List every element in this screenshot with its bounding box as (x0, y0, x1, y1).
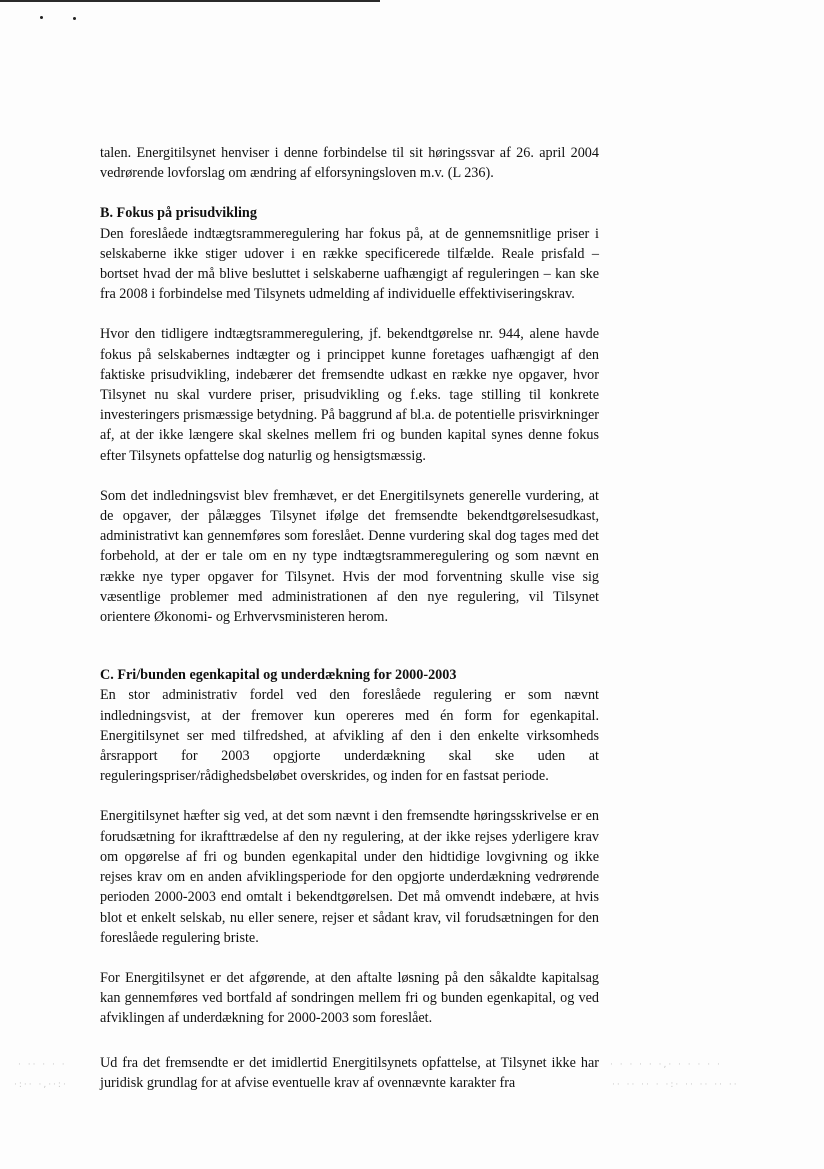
section-c-paragraph-4: Ud fra det fremsendte er det imidlertid Energitilsynets opfattelse, at Tilsynet ikke har juridisk grundlag for at afvise eventuelle krav af ovennævnte karakter fra (100, 1055, 599, 1092)
section-c-paragraph-2: Energitilsynet hæfter sig ved, at det som nævnt i den fremsendte høringsskrivelse er en forudsætning for ikrafttrædelse af den ny regulering, at der ikke rejses yderligere krav om opgørelse af fri og bunden egenkapital under den hidtidige lovgivning og ikke rejses krav om en anden afviklingsperiode for den opgjorte underdækning vedrørende perioden 2000-2003 end omtalt i bekendtgørelsen. Det må omvendt indebære, at hvis blot et enkelt selskab, nu eller senere, rejser et sådant krav, vil forudsætningen for den foreslåede regulering briste. (100, 808, 599, 946)
scan-speck (73, 17, 76, 20)
scan-speck (40, 16, 43, 19)
section-c-heading: C. Fri/bunden egenkapital og underdækning for 2000-2003 (100, 667, 457, 684)
section-b-paragraph-1: Den foreslåede indtægtsrammeregulering har fokus på, at de gennemsnitlige priser i selskaberne ikke stiger udover i en række specificerede tilfælde. Reale prisfald – bortset hvad der må blive besluttet i selskaberne uafhængigt af reguleringen – kan ske fra 2008 i forbindelse med Tilsynets udmelding af individuelle effektiviseringskrav. (100, 225, 599, 303)
section-c-paragraph-4-wrapper (100, 1053, 599, 1093)
scan-top-rule (0, 0, 380, 2)
section-b-paragraph-2: Hvor den tidligere indtægtsrammeregulering, jf. bekendtgørelse nr. 944, alene havde fokus på selskabernes indtægter og i princippet kunne foretages uafhængigt af den faktiske prisudvikling, indebærer det fremsendte udkast en række nye opgaver, hvor Tilsynet nu skal vurdere priser, prisudvikling og f.eks. tage stilling til konkrete investeringers prismæssige betydning. På baggrund af bl.a. de potentielle prisvirkninger af, at der ikke længere skal skelnes mellem fri og bunden kapital synes denne fokus efter Tilsynets opfattelse dog naturlig og hensigtsmæssig. (100, 326, 599, 464)
scan-noise: · ·· · · · (18, 1060, 67, 1070)
section-b-heading: B. Fokus på prisudvikling (100, 205, 257, 222)
scan-noise: ·· ·· ·· · ·:· ·· ·· ·· ·· (612, 1080, 739, 1090)
document-body (100, 143, 599, 1029)
scan-noise: · · · · · ·,· · · · · · (610, 1060, 722, 1070)
section-c-paragraph-1: En stor administrativ fordel ved den foreslåede regulering er som nævnt indledningsvist, at der fremover kun opereres med én form for egenkapital. Energitilsynet ser med tilfredshed, at afvikling af den i den enkelte virksomheds årsrapport for 2003 opgjorte underdækning skal ske uden at reguleringspriser/rådighedsbeløbet overskrides, og inden for en fastsat periode. (100, 687, 599, 785)
scan-noise: ·:·· ·,··:· (14, 1080, 68, 1090)
section-b-paragraph-3: Som det indledningsvist blev fremhævet, er det Energitilsynets generelle vurdering, at de opgaver, der pålægges Tilsynet ifølge det fremsendte bekendtgørelsesudkast, administrativt kan gennemføres som foreslået. Denne vurdering skal dog tages med det forbehold, at der er tale om en ny type indtægtsrammeregulering og som nævnt en række nye typer opgaver for Tilsynet. Hvis der mod forventning skulle vise sig væsentlige problemer med administrationen af den nye regulering, vil Tilsynet orientere Økonomi- og Erhvervsministeren herom. (100, 487, 599, 626)
section-c-paragraph-3: For Energitilsynet er det afgørende, at den aftalte løsning på den såkaldte kapitalsag kan gennemføres ved bortfald af sondringen mellem fri og bunden egenkapital, og ved afviklingen af underdækning for 2000-2003 som foreslået. (100, 969, 599, 1027)
intro-paragraph: talen. Energitilsynet henviser i denne forbindelse til sit høringssvar af 26. april 2004 vedrørende lovforslag om ændring af elforsyningsloven m.v. (L 236). (100, 145, 599, 182)
